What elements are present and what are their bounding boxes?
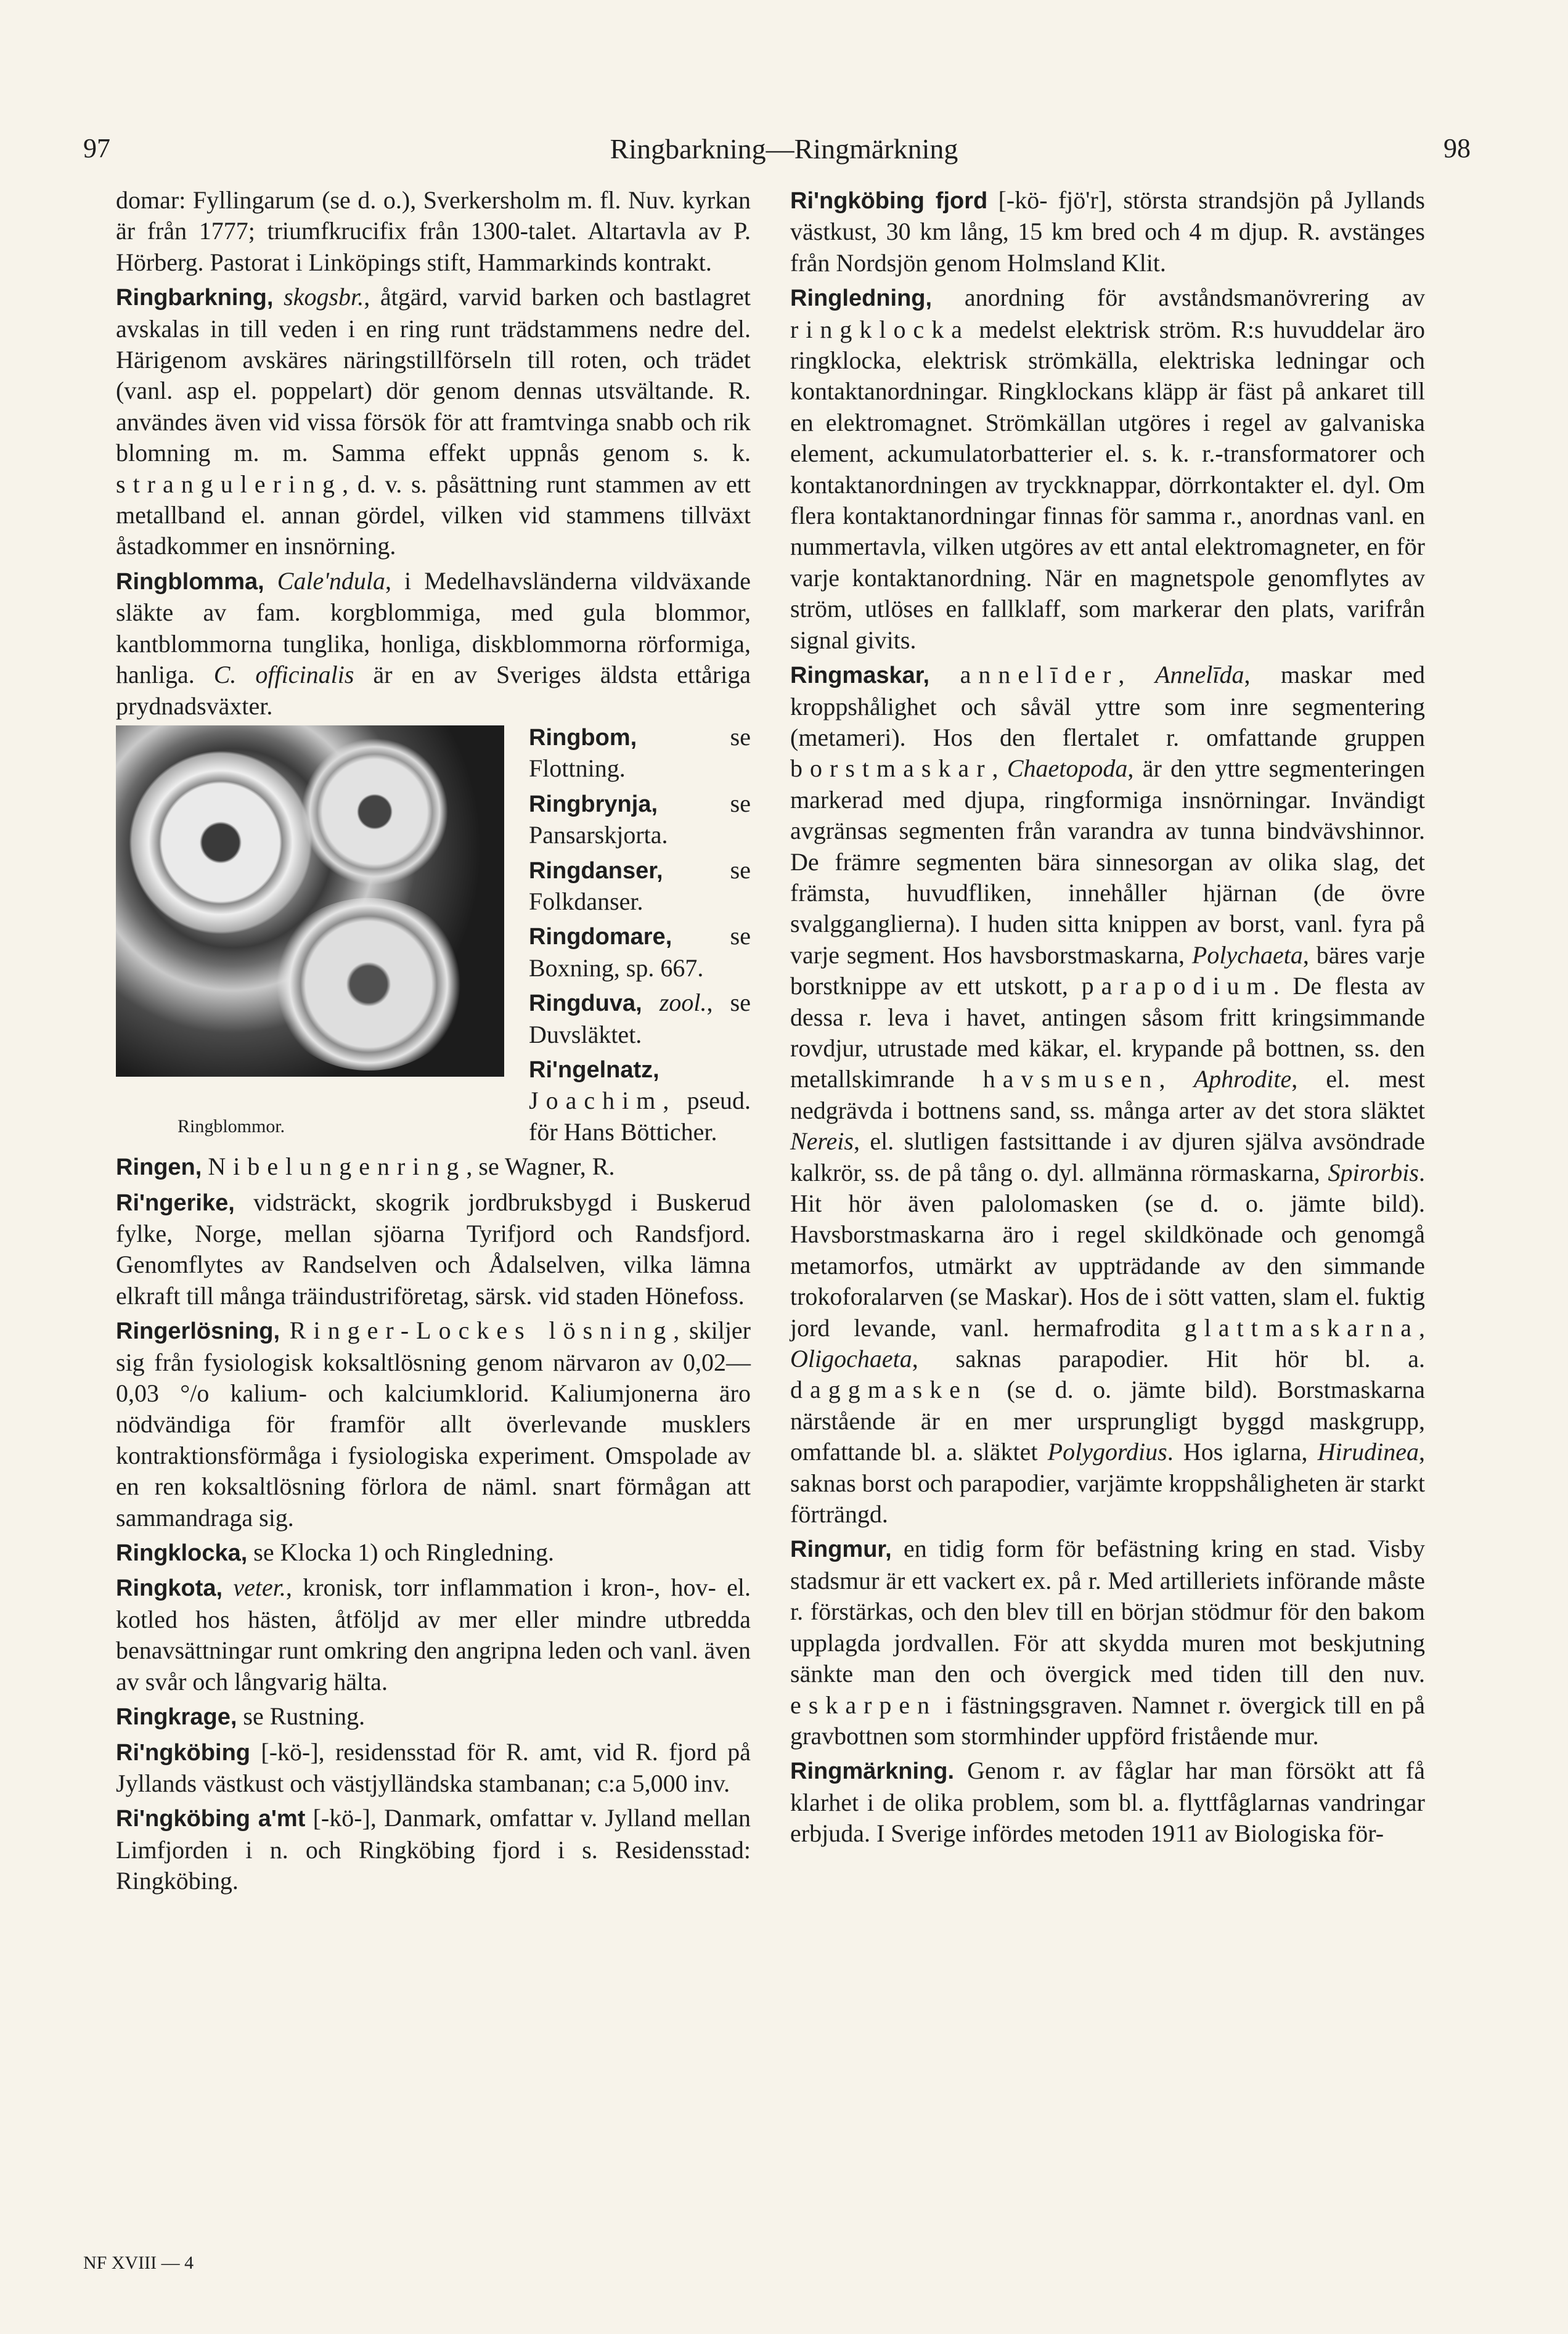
entry-ringkota: Ringkota, veter., kronisk, torr inflammation i kron-, hov- el. kotled hos hästen, åtföljd av mer eller mindre utbredda benavsättningar runt omkring den angripna leden och vanl. även av svår och långvarig hälta.	[116, 1573, 751, 1695]
headword: Ri'ngerike,	[116, 1189, 235, 1216]
headword: Ringklocka,	[116, 1540, 248, 1567]
entry-ringbarkning: Ringbarkning, skogsbr., åtgärd, varvid barken och bastlagret avskalas in till veden i en ring runt trädstammens nedre del. Härigenom avskäres näringstillförseln till roten, och trädet (vanl. asp el. poppelart) dör genom dennas utsvältande. R. användes även vid vissa försök för att framtvinga snabb och rik blomning m. m. Samma effekt uppnås genom s. k. strangulering, d. v. s. påsättning runt stammen av ett metallband el. annan gördel, vilken vid stammens tillväxt åstadkommer en insnörning.	[116, 283, 751, 560]
entry-ringkobing-amt: Ri'ngköbing a'mt [-kö-], Danmark, omfattar v. Jylland mellan Limfjorden i n. och Ringköbing fjord i s. Residensstad: Ringköbing.	[116, 1804, 751, 1895]
headword: Ringkota,	[116, 1575, 223, 1602]
entry-ringklocka: Ringklocka, se Klocka 1) och Ringledning.	[116, 1538, 554, 1567]
entry-ringkobing: Ri'ngköbing [-kö-], residensstad för R. amt, vid R. fjord på Jyllands västkust och västjylländska stambanan; c:a 5,000 inv.	[116, 1737, 751, 1797]
entry-ringkobing-fjord: Ri'ngköbing fjord [-kö- fjö'r], största strandsjön på Jyllands västkust, 30 km lång, 15 km bred och 4 m djup. R. avstänges från Nordsjön genom Holmsland Klit.	[790, 186, 1425, 277]
headword: Ringblomma,	[116, 568, 264, 595]
right-column	[790, 185, 1425, 1850]
entry-continuation: domar: Fyllingarum (se d. o.), Sverkersholm m. fl. Nuv. kyrkan är från 1777; triumfkrucifix från 1300-talet. Altartavla av P. Hörberg. Pastorat i Linköpings stift, Hammarkinds kontrakt.	[116, 186, 751, 276]
entry-ringmur: Ringmur, en tidig form för befästning kring en stad. Visby stadsmur är ett vackert ex. på r. Med artilleriets införande måste r. förstärkas, och den blev till en början stödmur för den bakom upplagda jordvallen. För att skydda muren mot beskjutning sänkte man den och övergick med tiden till den nuv. eskarpen i fästningsgraven. Namnet r. övergick till en på gravbottnen som stormhinder uppförd fristående mur.	[790, 1535, 1425, 1750]
headword: Ringmaskar,	[790, 663, 929, 689]
headword: Ringledning,	[790, 285, 933, 312]
entry-ringdanser: Ringdanser, se Folkdanser.	[529, 855, 751, 915]
headword: Ringduva,	[529, 990, 642, 1017]
headword: Ringdanser,	[529, 857, 663, 884]
entry-ringbom: Ringbom, se Flottning.	[529, 722, 751, 783]
headword: Ri'ngköbing	[116, 1739, 250, 1766]
headword: Ri'ngköbing fjord	[790, 188, 988, 214]
signature-mark: NF XVIII — 4	[83, 2253, 194, 2273]
ringblommor-figure	[116, 725, 504, 1138]
page-number-right: 98	[1443, 133, 1471, 163]
left-column	[116, 185, 751, 1897]
headword: Ringerlösning,	[116, 1318, 280, 1345]
entry-ringen: Ringen, Nibelungenring, se Wagner, R.	[116, 1153, 615, 1181]
entry-ringmarkning: Ringmärkning. Genom r. av fåglar har man försökt att få klarhet i de olika problem, som bl. a. flyttfåglarnas vandringar erbjuda. I Sverige infördes metoden 1911 av Biologiska för-	[790, 1757, 1425, 1848]
headword: Ri'ngelnatz,	[529, 1056, 659, 1083]
headword: Ringdomare,	[529, 924, 672, 950]
entry-ringbrynja: Ringbrynja, se Pansarskjorta.	[529, 789, 751, 849]
headword: Ringen,	[116, 1154, 202, 1181]
marigold-photo	[116, 725, 504, 1077]
entry-ringduva: Ringduva, zool., se Duvsläktet.	[529, 989, 751, 1048]
entry-ringkrage: Ringkrage, se Rustning.	[116, 1702, 365, 1731]
figure-caption: Ringblommor.	[178, 1116, 285, 1136]
headword: Ringbarkning,	[116, 285, 274, 311]
headword: Ringmärkning.	[790, 1758, 955, 1785]
headword: Ringmur,	[790, 1536, 892, 1563]
running-head: Ringbarkning—Ringmärkning	[610, 133, 958, 165]
entry-ringmaskar: Ringmaskar, annelīder, Annelīda, maskar med kroppshålighet och såväl yttre som inre segmentering (metameri). Hos den flertalet r. omfattande gruppen borstmaskar, Chaetopoda, är den yttre segmenteringen markerad med djupa, ringformiga insnörningar. Invändigt avgränsas segmenten från varandra av tunna bindvävshinnor. De främre segmenten bära sinnesorgan av olika slag, det främsta, huvudfliken, innehåller hjärnan (de övre svalgganglierna). I huden sitta knippen av borst, vanl. fyra på varje segment. Hos havsborstmaskarna, Polychaeta, bäres varje borstknippe av ett utskott, parapodium. De flesta av dessa r. leva i havet, antingen såsom fritt kringsimmande rovdjur, utrustade med käkar, el. krypande på bottnen, ss. den metallskimrande havsmusen, Aphrodite, el. mest nedgrävda i bottnens sand, ss. många arter av det stora släktet Nereis, el. slutligen fastsittande i av djuren själva avsöndrade kalkrör, ss. de på tång o. dyl. allmänna rörmaskarna, Spirorbis. Hit hör även palolomasken (se d. o. jämte bild). Havsborstmaskarna äro i regel skildkönade och genomgå metamorfos, utmärkt av uppträdande av den simmande trokoforalarven (se Maskar). Hos de i sött vatten, slam el. fuktig jord levande, vanl. hermafrodita glattmaskarna, Oligochaeta, saknas parapodier. Hit hör bl. a. daggmasken (se d. o. jämte bild). Borstmaskarna närstående är en mer ursprungligt byggd maskgrupp, omfattande bl. a. släktet Polygordius. Hos iglarna, Hirudinea, saknas borst och parapodier, varjämte kroppshåligheten är starkt förträngd.	[790, 661, 1426, 1528]
entry-ringerlosning: Ringerlösning, Ringer-Lockes lösning, skiljer sig från fysiologisk koksaltlösning genom närvaron av 0,02—0,03 °/o kalium- och kalciumklorid. Kaliumjonerna äro nödvändiga för framför allt överlevande musklers kontraktionsförmåga i fysiologiska experiment. Omspolade av en ren koksaltlösning förlora de näml. snart förmågan att sammandraga sig.	[116, 1316, 751, 1532]
headword: Ringbom,	[529, 724, 637, 751]
entry-ringblomma: Ringblomma, Cale'ndula, i Medelhavsländerna vildväxande släkte av fam. korgblommiga, med gula blommor, kantblommorna tunglika, honliga, diskblommorna rörformiga, hanliga. C. officinalis är en av Sveriges äldsta ettåriga prydnadsväxter.	[116, 566, 751, 720]
entry-ringdomare: Ringdomare, se Boxning, sp. 667.	[529, 922, 751, 982]
headword: Ringbrynja,	[529, 791, 658, 817]
page-number-left: 97	[83, 133, 110, 163]
entry-ringerike: Ri'ngerike, vidsträckt, skogrik jordbruksbygd i Buskerud fylke, Norge, mellan sjöarna Tyrifjord och Randsfjord. Genomflytes av Randselven och Ådalselven, vilka lämna elkraft till många träindustriföretag, särsk. vid staden Hönefoss.	[116, 1188, 751, 1310]
headword: Ringkrage,	[116, 1704, 237, 1731]
entry-ringledning: Ringledning, anordning för avståndsmanövrering av ringklocka medelst elektrisk ström. R:s huvuddelar äro ringklocka, elektrisk strömkälla, elektriska ledningar och kontaktanordningar. Ringklockans kläpp är fäst på ankaret till en elektromagnet. Strömkällan utgöres i regel av galvaniska element, ackumulatorbatterier el. s. k. r.-transformatorer och kontaktanordningen av tryckknappar, dörrkontakter el. dyl. Om flera kontaktanordningar finnas för samma r., anordnas vanl. en nummertavla, vilken utgöres av ett antal elektromagneter, en för varje kontaktanordning. När en magnetspole genomflytes av ström, utlöses en fallklaff, som markerar den plats, varifrån signal givits.	[790, 284, 1425, 654]
entry-ringelnatz: Ri'ngelnatz, Joachim, pseud. för Hans Bötticher.	[529, 1056, 751, 1146]
headword: Ri'ngköbing a'mt	[116, 1806, 306, 1832]
